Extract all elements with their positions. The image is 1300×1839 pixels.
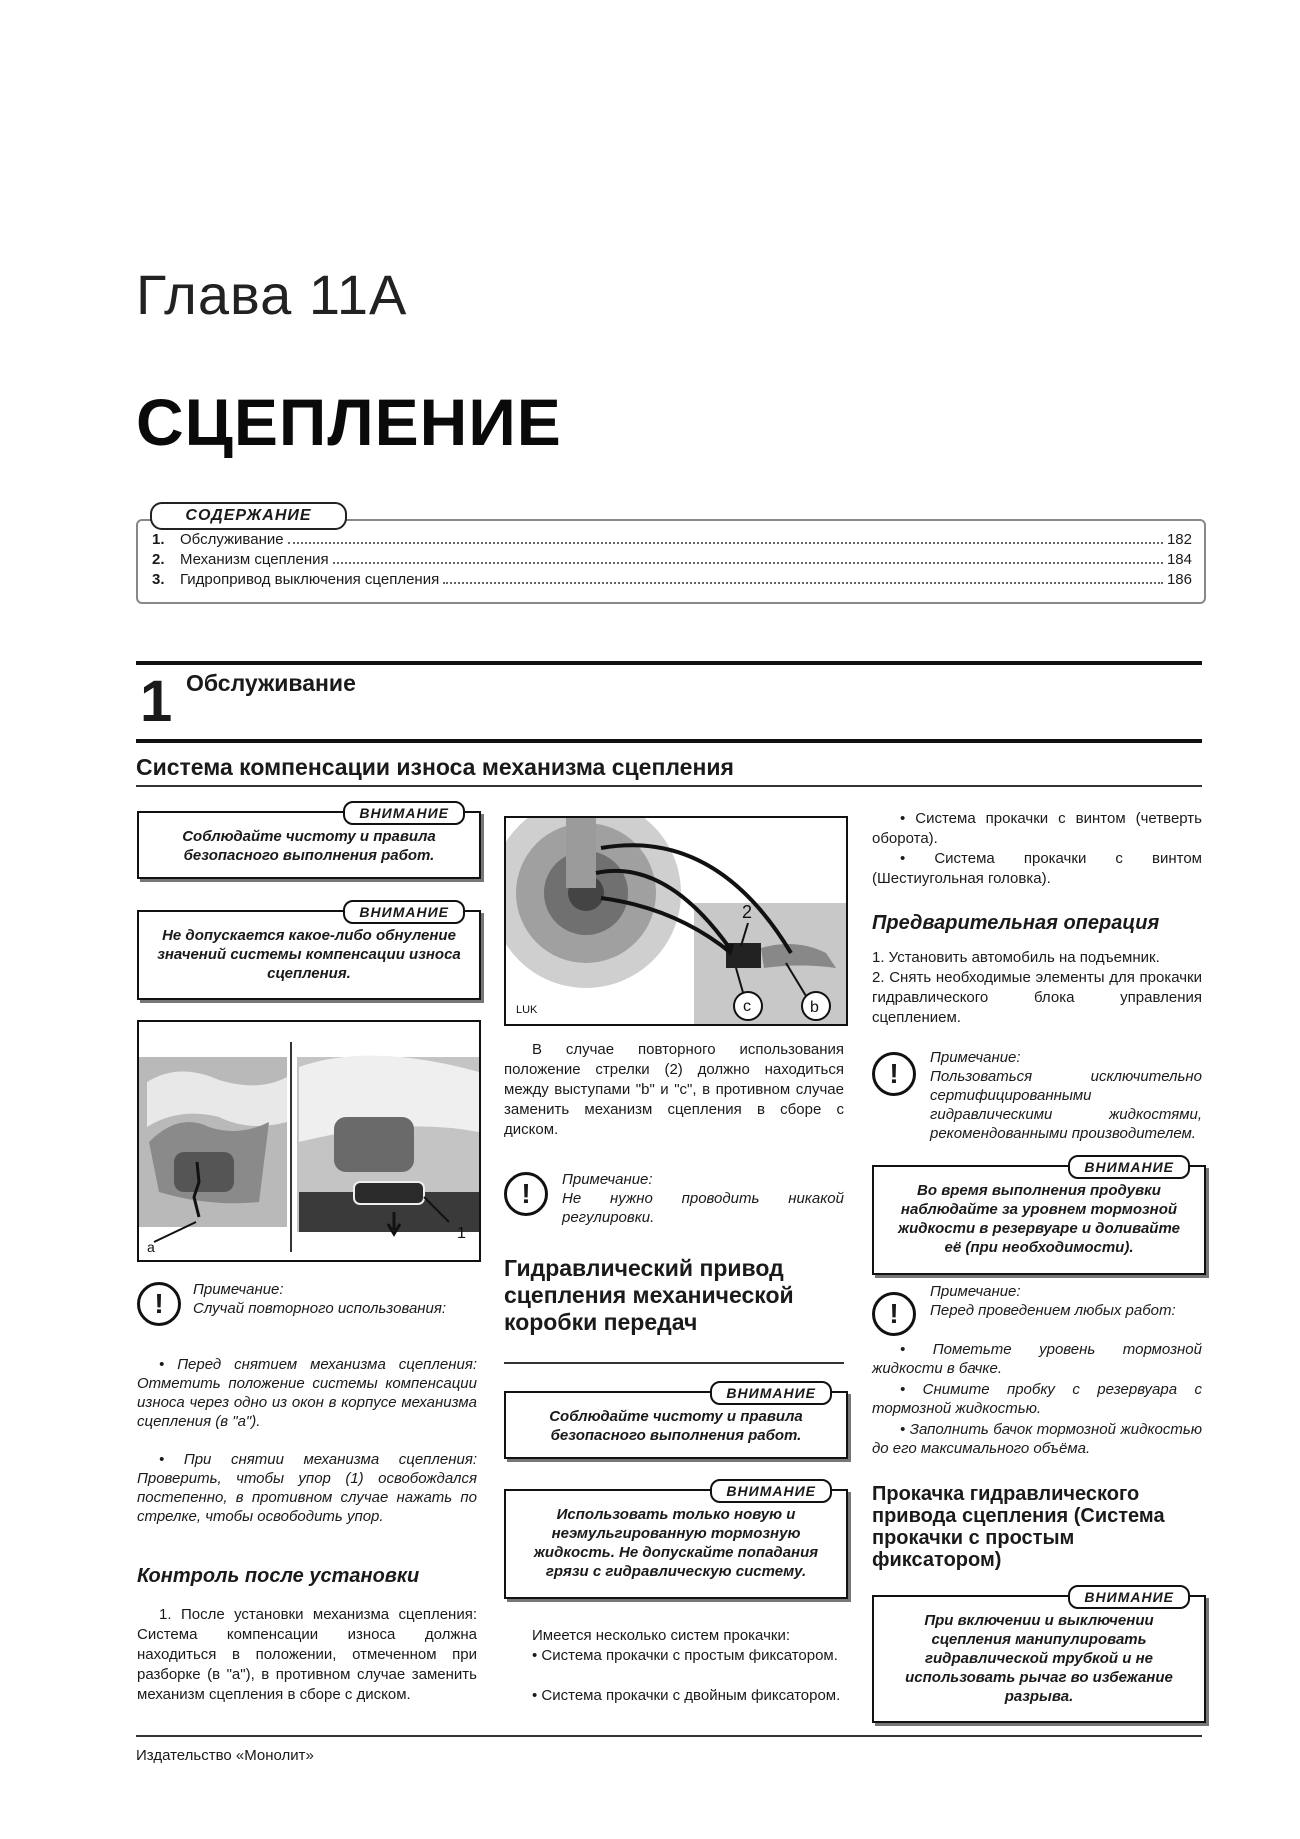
warning-text: Во время выполнения продувки наблюдайте за уровнем тормозной жидкости в резервуаре и доливайте её (при необходимости). [898, 1182, 1180, 1256]
toc-item-number: 3. [152, 571, 165, 588]
warning-box [504, 1483, 848, 1599]
warning-box [872, 1589, 1206, 1723]
note-text: Не нужно проводить никакой регулировки. [562, 1190, 844, 1226]
note-bullet: • Перед снятием механизма сцепления: Отметить положение системы компенсации износа через одно из окон в корпусе механизма сцепления (в "а"). [137, 1356, 477, 1430]
reuse-paragraph: В случае повторного использования положение стрелки (2) должно находиться между выступами "b" и "c", в противном случае заменить механизм сцепления в сборе с диском. [504, 1041, 844, 1138]
figure-label-a: a [147, 1239, 155, 1255]
bleed-systems-intro: Имеется несколько систем прокачки: [532, 1627, 790, 1644]
note-exclamation-icon: ! [872, 1292, 916, 1336]
warning-text: Не допускается какое-либо обнуление значений системы компенсации износа сцепления. [157, 927, 461, 982]
clutch-arrow-illustration [506, 818, 846, 1024]
heading-bleeding: Прокачка гидравлического привода сцепления (Система прокачки с простым фиксатором) [872, 1483, 1165, 1571]
bleed-system-item: • Система прокачки с двойным фиксатором. [532, 1687, 841, 1704]
toc-leader [288, 530, 1163, 544]
toc-leader [443, 570, 1163, 584]
warning-label: ВНИМАНИЕ [343, 900, 465, 924]
bleed-system-item: • Система прокачки с винтом (Шестиугольная головка). [872, 850, 1202, 887]
warning-label: ВНИМАНИЕ [343, 801, 465, 825]
footer-rule [136, 1735, 1202, 1737]
note-label: Примечание: [930, 1049, 1021, 1066]
bleed-system-item: • Система прокачки с простым фиксатором. [532, 1647, 838, 1664]
clutch-wear-photo [137, 1020, 481, 1262]
heading-rule [504, 1362, 844, 1364]
note-exclamation-icon: ! [137, 1282, 181, 1326]
note-text: Перед проведением любых работ: [930, 1302, 1176, 1319]
warning-text: Соблюдайте чистоту и правила безопасного выполнения работ. [182, 828, 436, 864]
toc-item-title: Гидропривод выключения сцепления [180, 571, 440, 588]
warning-text: Использовать только новую и неэмульгированную тормозную жидкость. Не допускайте попадания грязи с гидравлическую систему. [533, 1506, 819, 1580]
toc-item-page: 186 [1166, 571, 1192, 588]
control-paragraph: 1. После установки механизма сцепления: Система компенсации износа должна находиться в положении, отмеченном при разборке (в "а"), в противном случае заменить механизм сцепления в сборе с диском. [137, 1606, 477, 1703]
clutch-wear-illustration [139, 1022, 479, 1260]
section-title: Обслуживание [186, 670, 356, 696]
note-bullet: • Снимите пробку с резервуара с тормозной жидкостью. [872, 1381, 1202, 1417]
subsection-rule [136, 785, 1202, 787]
section-rule-bottom [136, 739, 1202, 743]
warning-label: ВНИМАНИЕ [1068, 1585, 1190, 1609]
toc-leader [333, 550, 1163, 564]
figure-label-2: 2 [742, 902, 753, 922]
publisher-footer: Издательство «Монолит» [136, 1747, 314, 1764]
subsection-title: Система компенсации износа механизма сцепления [136, 754, 734, 780]
note-exclamation-icon: ! [504, 1172, 548, 1216]
note-label: Примечание: [193, 1281, 284, 1298]
warning-label: ВНИМАНИЕ [1068, 1155, 1190, 1179]
toc-item-number: 2. [152, 551, 165, 568]
toc-item-number: 1. [152, 531, 165, 548]
note-label: Примечание: [930, 1283, 1021, 1300]
figure-label-1: 1 [457, 1225, 466, 1242]
warning-box [872, 1159, 1206, 1275]
figure-label-c: c [743, 998, 751, 1015]
bleed-system-item: • Система прокачки с винтом (четверть оборота). [872, 810, 1202, 847]
note-text: Случай повторного использования: [193, 1300, 447, 1317]
warning-label: ВНИМАНИЕ [710, 1381, 832, 1405]
note-exclamation-icon: ! [872, 1052, 916, 1096]
clutch-arrow-photo [504, 816, 848, 1026]
chapter-label: Глава 11А [136, 263, 408, 326]
warning-box [504, 1385, 848, 1459]
chapter-title: СЦЕПЛЕНИЕ [136, 385, 562, 459]
toc-heading: СОДЕРЖАНИЕ [150, 502, 347, 530]
warning-text: При включении и выключении сцепления манипулировать гидравлической трубкой и не использовать рычаг во избежание разрыва. [905, 1612, 1173, 1705]
warning-box [137, 805, 481, 879]
toc-item[interactable] [152, 550, 1192, 569]
heading-after-install: Контроль после установки [137, 1565, 420, 1587]
note-label: Примечание: [562, 1171, 653, 1188]
section-rule-top [136, 661, 1202, 665]
toc-item-title: Обслуживание [180, 531, 284, 548]
heading-hydraulic-drive: Гидравлический привод сцепления механической коробки передач [504, 1255, 794, 1335]
note-bullet: • Заполнить бачок тормозной жидкостью до его максимального объёма. [872, 1421, 1202, 1457]
figure-label-b: b [810, 999, 819, 1016]
note-bullet: • Пометьте уровень тормозной жидкости в бачке. [872, 1341, 1202, 1377]
preliminary-step: 1. Установить автомобиль на подъемник. [872, 949, 1160, 966]
toc-item[interactable] [152, 570, 1192, 589]
figure-label-luk: LUK [516, 1004, 538, 1016]
heading-preliminary: Предварительная операция [872, 912, 1160, 934]
note-bullet: • При снятии механизма сцепления: Проверить, чтобы упор (1) освобождался постепенно, в противном случае нажать по стрелке, чтобы освободить упор. [137, 1451, 477, 1525]
toc-item-title: Механизм сцепления [180, 551, 329, 568]
section-number: 1 [140, 669, 173, 734]
warning-box [137, 904, 481, 1000]
toc-item-page: 184 [1166, 551, 1192, 568]
note-text: Пользоваться исключительно сертифицированными гидравлическими жидкостями, рекомендованными производителем. [930, 1068, 1202, 1142]
toc-item[interactable] [152, 530, 1192, 549]
warning-text: Соблюдайте чистоту и правила безопасного выполнения работ. [549, 1408, 803, 1444]
preliminary-step: 2. Снять необходимые элементы для прокачки гидравлического блока управления сцеплением. [872, 969, 1202, 1026]
warning-label: ВНИМАНИЕ [710, 1479, 832, 1503]
toc-item-page: 182 [1166, 531, 1192, 548]
